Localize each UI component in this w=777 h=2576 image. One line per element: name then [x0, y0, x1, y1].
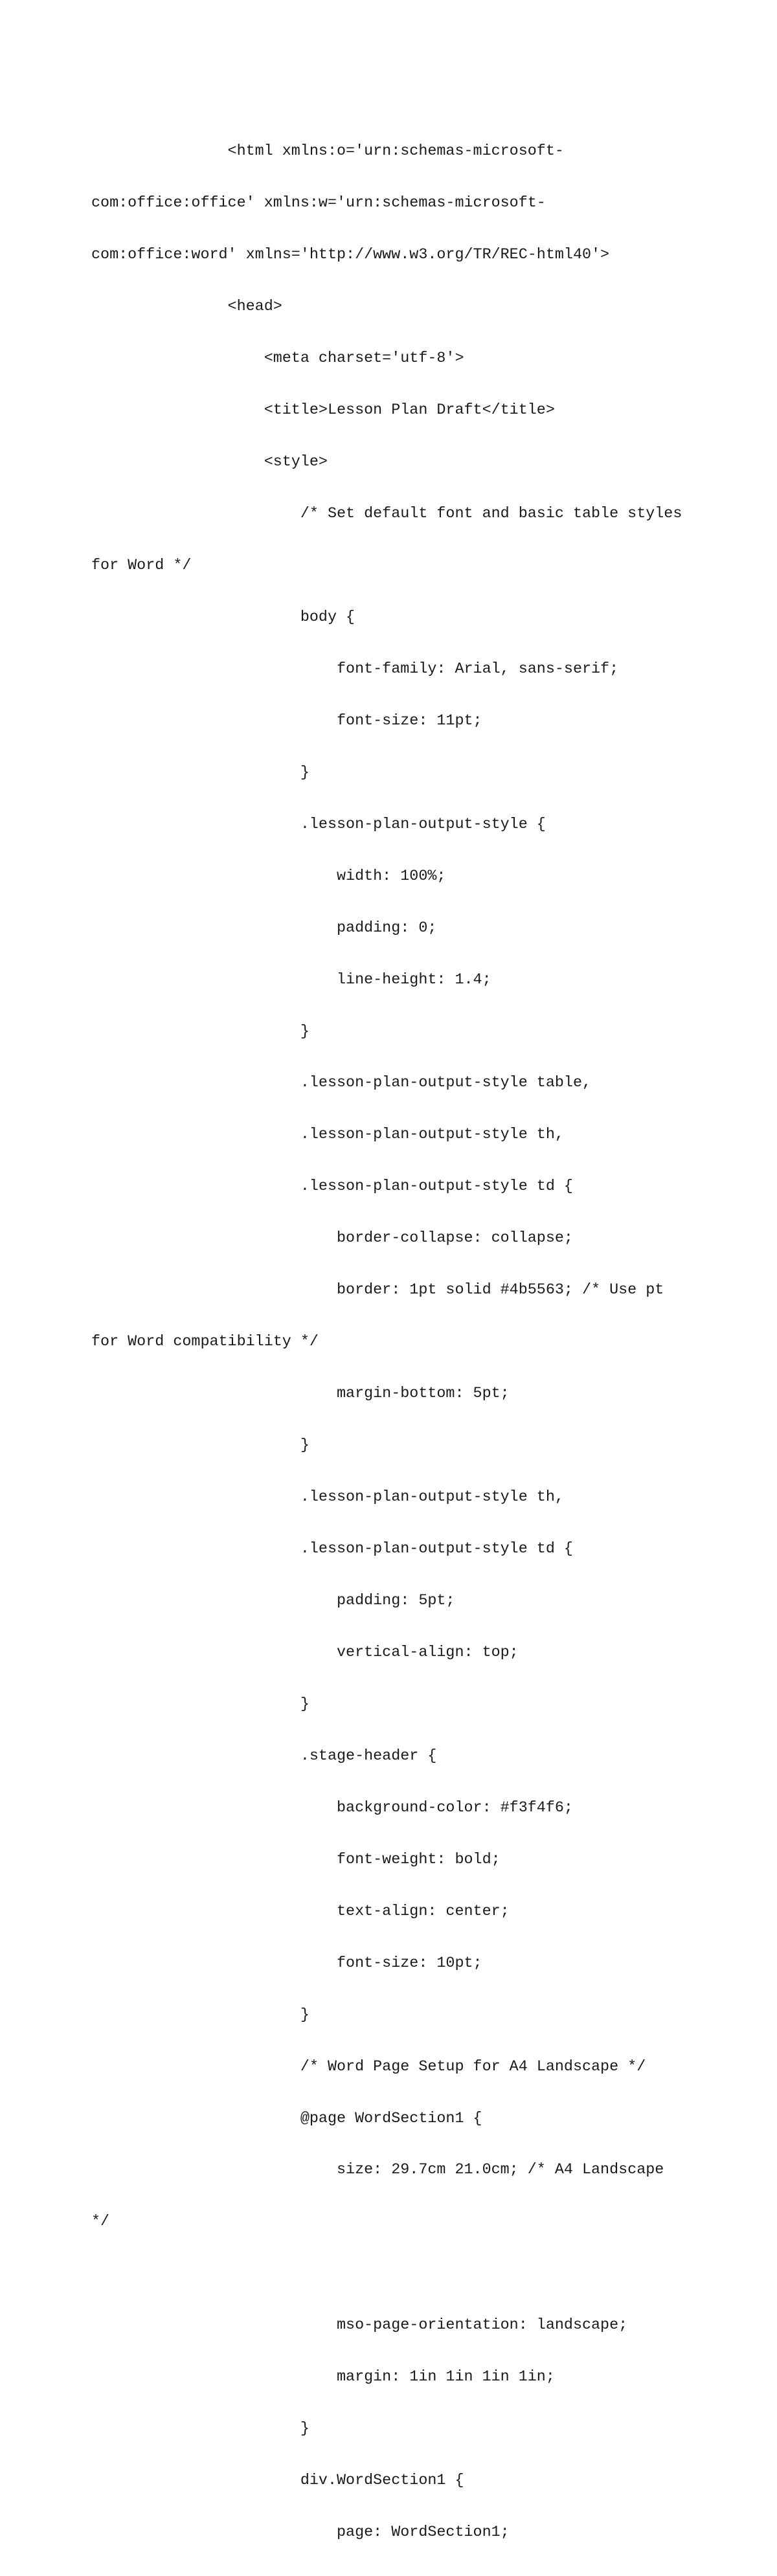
code-line: for Word */ [91, 557, 192, 574]
code-line: .stage-header { [91, 1747, 437, 1765]
code-line: padding: 0; [91, 919, 437, 937]
code-line: line-height: 1.4; [91, 971, 491, 989]
code-line: @page WordSection1 { [91, 2110, 482, 2127]
code-listing [91, 109, 739, 2576]
code-line: for Word compatibility */ [91, 1334, 319, 1351]
code-line: div.WordSection1 { [91, 2472, 464, 2490]
code-line: com:office:office' xmlns:w='urn:schemas-microsoft- [91, 195, 546, 212]
code-line: width: 100%; [91, 868, 446, 885]
code-line: font-weight: bold; [91, 1851, 501, 1868]
code-line: font-family: Arial, sans-serif; [91, 660, 619, 678]
code-line: margin: 1in 1in 1in 1in; [91, 2369, 555, 2386]
code-line: background-color: #f3f4f6; [91, 1799, 573, 1817]
code-line: } [91, 1437, 310, 1455]
code-line: page: WordSection1; [91, 2524, 510, 2542]
code-line: border: 1pt solid #4b5563; /* Use pt [91, 1282, 664, 1299]
code-line: } [91, 1696, 310, 1713]
code-line: .lesson-plan-output-style td { [91, 1541, 573, 1558]
code-line: } [91, 2006, 310, 2024]
code-line: .lesson-plan-output-style table, [91, 1075, 592, 1092]
code-line: } [91, 764, 310, 781]
code-line: <meta charset='utf-8'> [91, 350, 464, 368]
code-line: padding: 5pt; [91, 1593, 455, 1609]
code-line: <style> [91, 454, 328, 471]
code-line: .lesson-plan-output-style td { [91, 1178, 573, 1196]
code-line: .lesson-plan-output-style th, [91, 1126, 564, 1144]
code-line: <head> [91, 298, 282, 316]
code-line: com:office:word' xmlns='http://www.w3.org/TR/REC-html40'> [91, 247, 610, 264]
code-line: */ [91, 2213, 110, 2231]
code-line: size: 29.7cm 21.0cm; /* A4 Landscape [91, 2162, 664, 2179]
code-line: <html xmlns:o='urn:schemas-microsoft- [91, 143, 564, 161]
code-line: margin-bottom: 5pt; [91, 1385, 510, 1403]
code-line: /* Word Page Setup for A4 Landscape */ [91, 2058, 646, 2076]
code-line: .lesson-plan-output-style { [91, 816, 546, 833]
code-line: <title>Lesson Plan Draft</title> [91, 402, 555, 420]
code-line: } [91, 2421, 310, 2438]
code-line: .lesson-plan-output-style th, [91, 1489, 564, 1506]
code-line: text-align: center; [91, 1903, 510, 1920]
code-line: font-size: 11pt; [91, 712, 482, 730]
code-line: } [91, 1023, 310, 1040]
code-line: border-collapse: collapse; [91, 1230, 573, 1248]
code-line: /* Set default font and basic table styles [91, 505, 682, 522]
code-line: font-size: 10pt; [91, 1954, 482, 1972]
code-line [91, 2265, 739, 2283]
code-line: mso-page-orientation: landscape; [91, 2317, 628, 2335]
code-line: vertical-align: top; [91, 1644, 519, 1661]
code-line: body { [91, 609, 355, 626]
